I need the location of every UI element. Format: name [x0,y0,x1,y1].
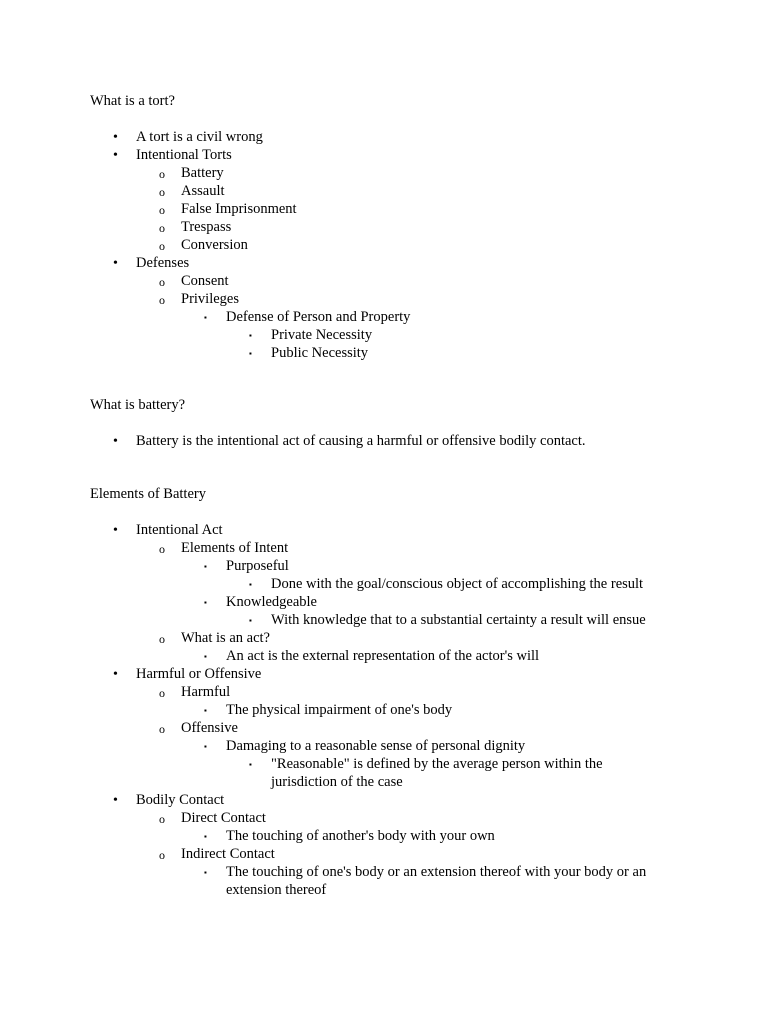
list-item [0,237,768,255]
bullet-marker: ▪ [249,580,252,589]
bullet-marker: o [159,185,165,199]
list-item [0,345,768,363]
list-item [0,738,768,756]
list-item-text: With knowledge that to a substantial certainty a result will ensue [271,612,646,628]
list-item-text: Defense of Person and Property [226,309,411,325]
list-item-text: Knowledgeable [226,594,317,610]
bullet-marker: ▪ [204,706,207,715]
list-item-text: Harmful [181,684,231,700]
section-heading: What is a tort? [90,93,175,109]
bullet-marker: • [113,434,118,449]
list-item-text: Done with the goal/conscious object of accomplishing the result [271,576,644,592]
bullet-marker: ▪ [249,760,252,769]
list-item-text: Damaging to a reasonable sense of personal dignity [226,738,526,754]
list-item [0,129,768,147]
bullet-marker: ▪ [204,598,207,607]
list-item [0,219,768,237]
list-item [0,846,768,864]
list-item-text: The touching of another's body with your own [226,828,495,844]
list-item-text: Intentional Act [136,522,223,538]
list-item-text: What is an act? [181,630,270,646]
bullet-marker: • [113,256,118,271]
list-item [0,684,768,702]
bullet-marker: ▪ [204,742,207,751]
bullet-marker: o [159,722,165,736]
bullet-marker: • [113,523,118,538]
list-item [0,255,768,273]
list-item-text: False Imprisonment [181,201,297,217]
list-item-text: Battery [181,165,224,181]
bullet-marker: o [159,221,165,235]
list-item [0,576,768,594]
list-item [0,828,768,846]
list-item [0,666,768,684]
list-item-text: "Reasonable" is defined by the average person within the jurisdiction of the case [271,756,603,790]
list-item [0,792,768,810]
list-item-text: Battery is the intentional act of causing a harmful or offensive bodily contact. [136,433,586,449]
list-item-text: Assault [181,183,225,199]
list-item [0,630,768,648]
bullet-marker: o [159,812,165,826]
bullet-marker: ▪ [249,349,252,358]
section-heading: What is battery? [90,397,186,413]
bullet-marker: o [159,275,165,289]
list-item [0,756,768,792]
list-item-text: Harmful or Offensive [136,666,262,682]
list-item [0,147,768,165]
list-item-text: Trespass [181,219,232,235]
list-item [0,612,768,630]
bullet-marker: ▪ [204,868,207,877]
bullet-marker: ▪ [204,313,207,322]
list-item-text: Defenses [136,255,190,271]
list-item-text: Direct Contact [181,810,266,826]
list-item [0,183,768,201]
bullet-marker: ▪ [249,331,252,340]
bullet-marker: ▪ [204,652,207,661]
list-item [0,273,768,291]
bullet-list [0,522,768,900]
bullet-marker: • [113,793,118,808]
list-item [0,594,768,612]
section-heading: Elements of Battery [90,486,206,502]
bullet-marker: o [159,686,165,700]
bullet-marker: o [159,167,165,181]
list-item [0,201,768,219]
list-item-text: An act is the external representation of the actor's will [226,648,540,664]
bullet-marker: ▪ [204,562,207,571]
list-item [0,327,768,345]
list-item [0,309,768,327]
bullet-marker: • [113,667,118,682]
list-item-text: Private Necessity [271,327,373,343]
list-item [0,540,768,558]
list-item-text: Intentional Torts [136,147,232,163]
list-item-text: Indirect Contact [181,846,275,862]
bullet-marker: o [159,293,165,307]
list-item [0,648,768,666]
bullet-marker: o [159,632,165,646]
list-item-text: Conversion [181,237,248,253]
bullet-marker: • [113,148,118,163]
list-item-text: A tort is a civil wrong [136,129,263,145]
list-item [0,702,768,720]
list-item-text: Purposeful [226,558,289,574]
list-item-text: The physical impairment of one's body [226,702,453,718]
list-item [0,291,768,309]
bullet-marker: o [159,848,165,862]
bullet-list [0,433,768,451]
bullet-marker: ▪ [249,616,252,625]
list-item [0,558,768,576]
list-item-text: Public Necessity [271,345,369,361]
list-item [0,810,768,828]
bullet-marker: o [159,542,165,556]
list-item-text: The touching of one's body or an extension thereof with your body or an extension thereof [226,864,647,898]
list-item [0,864,768,900]
bullet-marker: o [159,239,165,253]
list-item-text: Elements of Intent [181,540,289,556]
list-item [0,522,768,540]
bullet-marker: ▪ [204,832,207,841]
list-item-text: Bodily Contact [136,792,225,808]
list-item [0,165,768,183]
list-item [0,433,768,451]
list-item-text: Privileges [181,291,239,307]
bullet-marker: • [113,130,118,145]
list-item-text: Offensive [181,720,238,736]
bullet-list [0,129,768,363]
list-item-text: Consent [181,273,229,289]
list-item [0,720,768,738]
bullet-marker: o [159,203,165,217]
